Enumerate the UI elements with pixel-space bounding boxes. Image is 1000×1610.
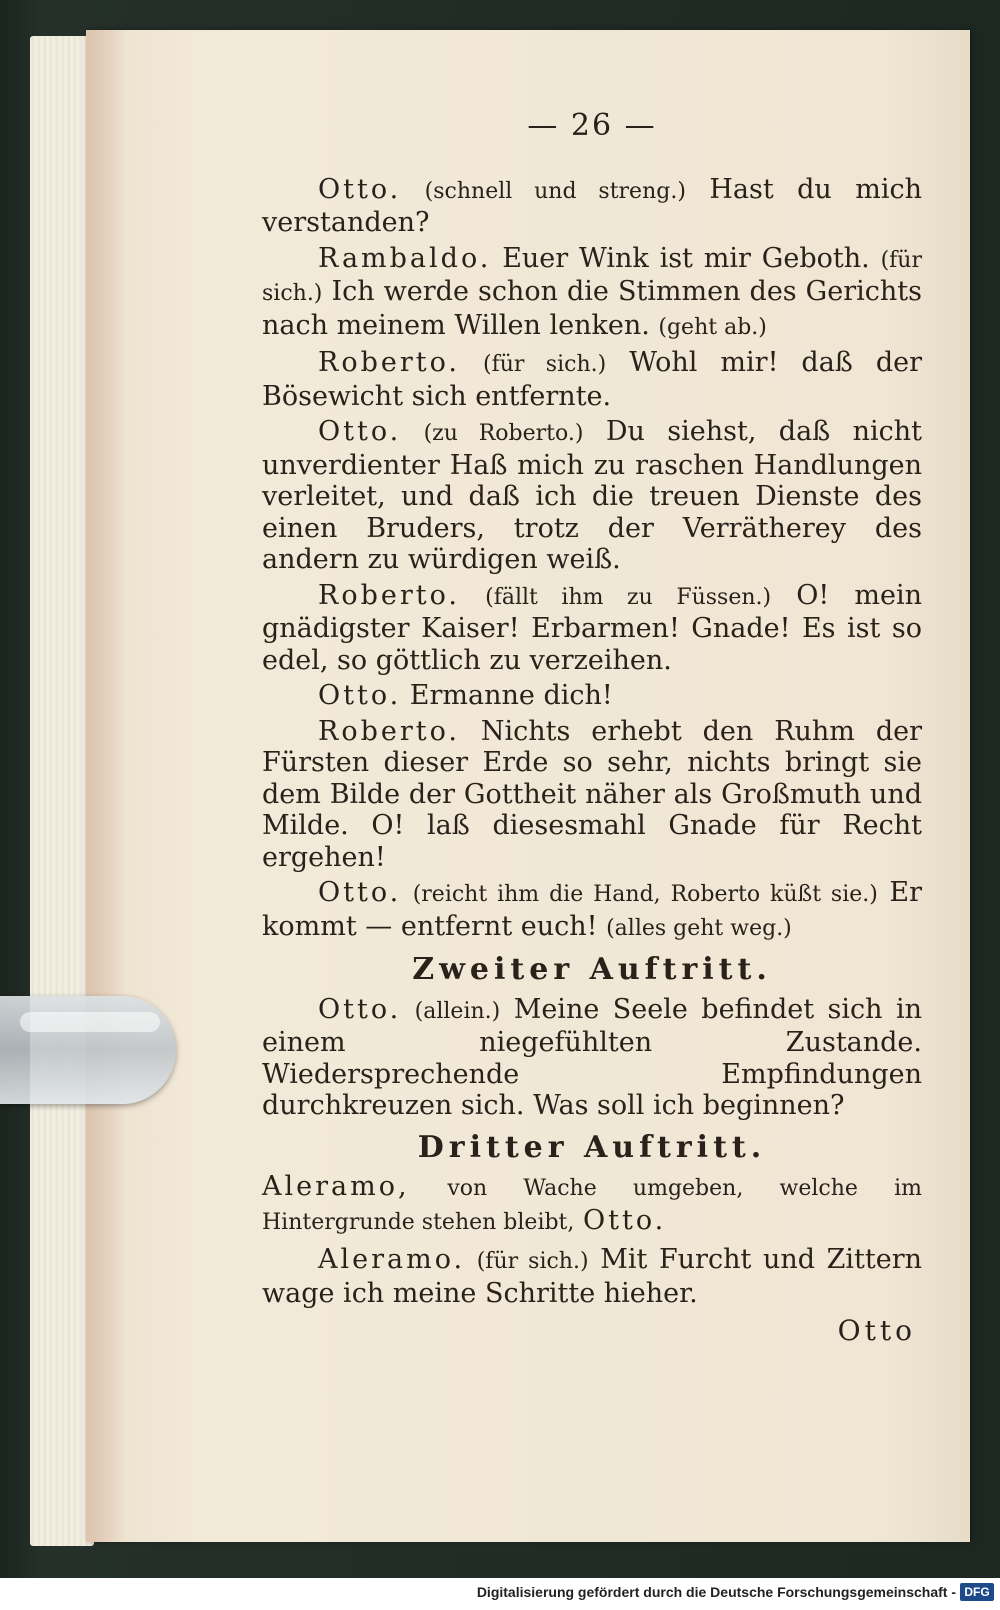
stage-direction: (für sich.) [476,1249,589,1274]
dialogue-line [262,716,922,874]
stage-direction: (für sich.) [262,247,922,306]
stage-direction: (reicht ihm die Hand, Roberto küßt sie.) [412,882,878,907]
speaker-name: Rambaldo. [318,242,492,274]
dialogue-line [262,416,922,576]
speech-text: Hast du mich verstanden? [262,173,923,238]
speech-text: Du siehst, daß nicht unverdienter Haß mich zu raschen Handlungen verleitet, und daß ich die treuen Dienste des einen Bruders, trotz der Verrätherey des andern zu würdigen weiß. [262,416,922,575]
page-text [262,110,922,1347]
dfg-logo: DFG [960,1583,994,1601]
footer-credit: Digitalisierung gefördert durch die Deutsche Forschungsgemeinschaft - [476,1584,956,1600]
speech-text: Meine Seele befindet sich in einem niegefühlten Zustande. Wiedersprechende Empfindungen durchkreuzen sich. Was soll ich beginnen? [262,993,922,1121]
speaker-name: Roberto. [318,347,460,378]
speaker-name: Otto. [318,416,402,447]
page-edges [30,36,94,1546]
stage-direction: (schnell und streng.) [424,178,686,204]
stage-direction: (zu Roberto.) [423,421,584,446]
dialogue-line [262,1244,922,1309]
speaker-name: Roberto. [318,715,460,747]
speech-text: Ich werde schon die Stimmen des Gerichts nach meinem Willen lenken. [262,276,922,341]
page-gutter [86,30,126,1542]
speech-text: Wohl mir! daß der Bösewicht sich entfernte. [262,347,923,412]
dialogue-line [262,347,922,412]
stage-direction: (alles geht weg.) [606,915,792,941]
scene-heading: Dritter Auftritt. [417,1129,767,1165]
dialogue-line [262,680,922,712]
speaker-name: Otto. [318,993,402,1025]
speech-text: Mit Furcht und Zittern wage ich meine Schritte hieher. [262,1244,922,1309]
speech-text: O! mein gnädigster Kaiser! Erbarmen! Gnade! Es ist so edel, so göttlich zu verzeihen. [262,579,922,676]
stage-direction: (allein.) [414,998,501,1024]
page-number: — 26 — [527,108,657,143]
speaker-name: Aleramo, [262,1171,410,1202]
speaker-name: Aleramo. [318,1244,466,1275]
dialogue-line [262,877,922,944]
cast-list [262,1171,922,1238]
speaker-name: Otto. [318,877,402,908]
speech-text: Nichts erhebt den Ruhm der Fürsten dieser Erde so sehr, nichts bringt sie dem Bilde der Gottheit näher als Großmuth und Milde. O! laß diesesmahl Gnade für Recht ergehen! [262,715,922,873]
catchword: Otto [837,1314,916,1347]
dialogue-line [262,174,922,239]
speech-text: Euer Wink ist mir Geboth. [502,242,870,274]
clip-highlight [20,1012,160,1032]
speech-text: Ermanne dich! [409,680,613,711]
dialogue-line [262,580,922,677]
dialogue-line [262,243,922,344]
dialogue-line [262,994,922,1122]
speaker-name: Otto. [583,1204,667,1236]
scene-heading: Zweiter Auftritt. [412,952,772,987]
speaker-name: Roberto. [318,579,460,611]
speaker-name: Otto. [318,173,402,205]
stage-direction: (fällt ihm zu Füssen.) [485,584,772,610]
speech-text: Er kommt — entfernt euch! [262,877,922,942]
cast-description: von Wache umgeben, welche im Hintergrunde stehen bleibt, [262,1176,922,1235]
stage-direction: (für sich.) [482,352,607,377]
speaker-name: Otto. [318,680,402,711]
stage-direction: (geht ab.) [658,314,767,340]
